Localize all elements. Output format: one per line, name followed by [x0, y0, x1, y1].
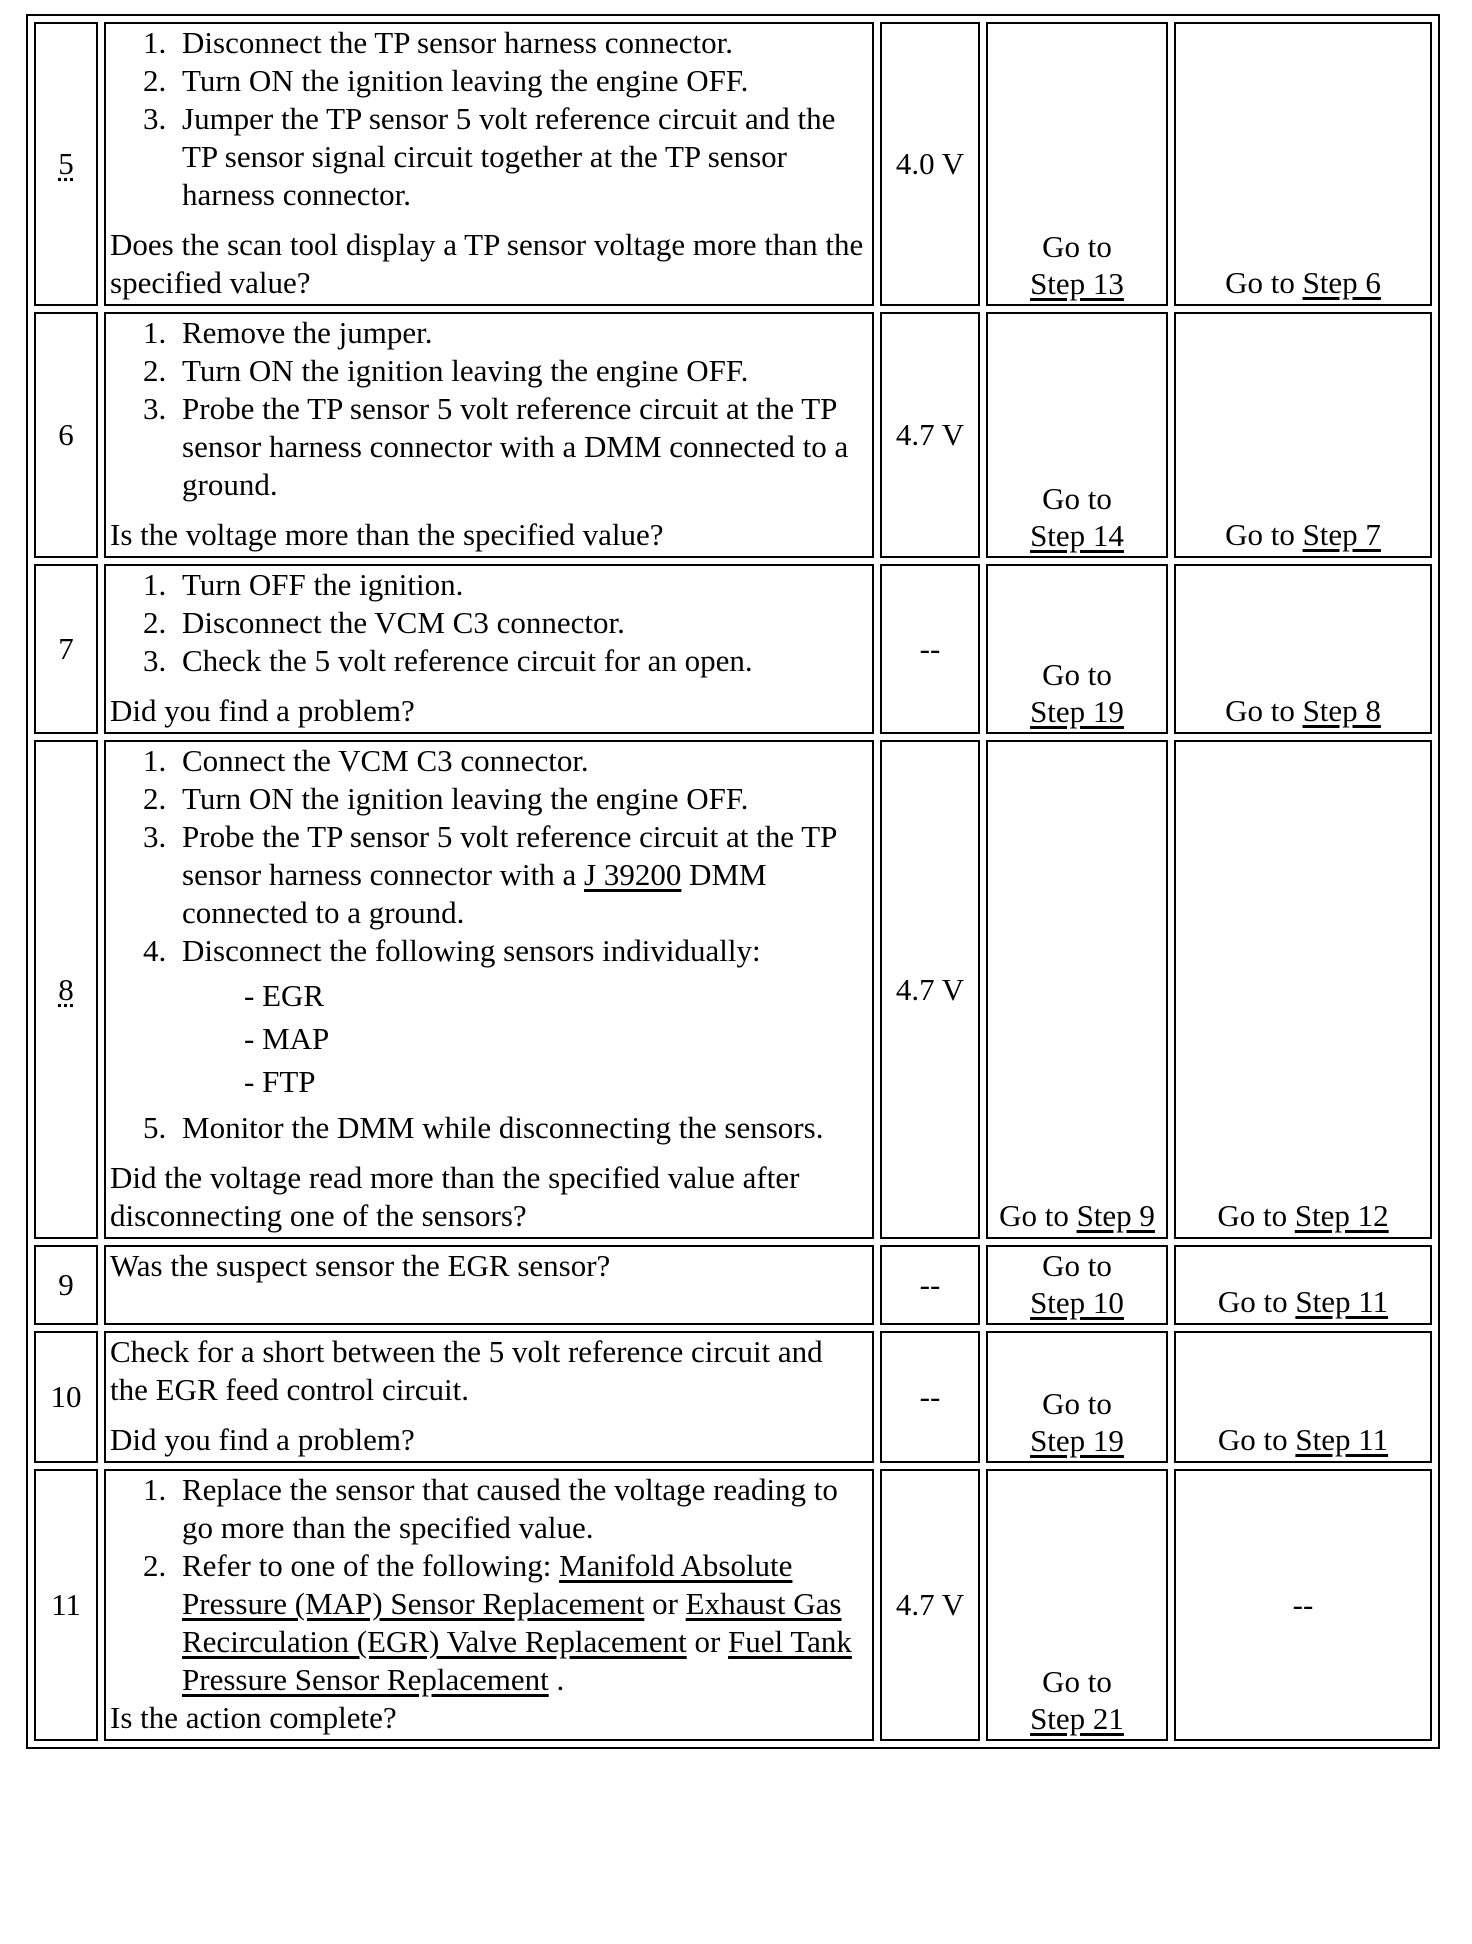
list-item: 1. Replace the sensor that caused the voltage reading to go more than the specified value.: [174, 1471, 868, 1547]
goto-step-link[interactable]: Step 10: [1030, 1285, 1124, 1320]
step-question: Does the scan tool display a TP sensor voltage more than the specified value?: [110, 227, 864, 300]
specified-value: 4.7 V: [880, 1469, 980, 1741]
step-instruction: Check for a short between the 5 volt reference circuit and the EGR feed control circuit.: [110, 1334, 823, 1407]
no-cell: Go to Step 6: [1174, 22, 1432, 306]
goto-step-link[interactable]: Step 9: [1076, 1198, 1155, 1233]
step-number: 7: [34, 564, 98, 734]
reference-link-egr-valve[interactable]: Exhaust Gas Recirculation (EGR) Valve Replacement: [182, 1586, 842, 1659]
reference-link-fuel-tank-sensor[interactable]: Fuel Tank Pressure Sensor Replacement: [182, 1624, 852, 1697]
list-item: 2. Disconnect the VCM C3 connector.: [174, 604, 868, 642]
specified-value: --: [880, 1245, 980, 1325]
table-row: [34, 1469, 1432, 1741]
action-steps-list: [110, 24, 868, 214]
action-cell: [104, 740, 874, 1239]
list-item: 3. Probe the TP sensor 5 volt reference circuit at the TP sensor harness connector with a J 39200 DMM connected to a ground.: [174, 818, 868, 932]
goto-step-link[interactable]: Step 19: [1030, 694, 1124, 729]
step-number: 11: [34, 1469, 98, 1741]
yes-cell: Go to Step 21: [986, 1469, 1168, 1741]
action-cell: [104, 22, 874, 306]
table-row: [34, 22, 1432, 306]
step-question: Is the action complete?: [110, 1700, 397, 1735]
no-cell: Go to Step 7: [1174, 312, 1432, 558]
step-question: Is the voltage more than the specified value?: [110, 517, 664, 552]
action-cell: [104, 1469, 874, 1741]
goto-step-link[interactable]: Step 6: [1302, 265, 1381, 300]
action-steps-list: [110, 314, 868, 504]
yes-cell: Go to Step 19: [986, 1331, 1168, 1463]
step-number: 8: [34, 740, 98, 1239]
goto-step-link[interactable]: Step 8: [1302, 693, 1381, 728]
yes-cell: Go to Step 9: [986, 740, 1168, 1239]
diagnostic-table-page: [26, 14, 1440, 1749]
action-cell: [104, 564, 874, 734]
list-item: 3. Jumper the TP sensor 5 volt reference circuit and the TP sensor signal circuit together at the TP sensor harness connector.: [174, 100, 868, 214]
list-item: 4. Disconnect the following sensors individually: - EGR - MAP - FTP: [174, 932, 868, 1103]
step-question: Did you find a problem?: [110, 1422, 415, 1457]
list-item: 2. Refer to one of the following: Manifold Absolute Pressure (MAP) Sensor Replacement or Exhaust Gas Recirculation (EGR) Valve Replacement or Fuel Tank Pressure Sensor Replacement .: [174, 1547, 868, 1699]
diagnostic-steps-table: [28, 16, 1438, 1747]
goto-step-link[interactable]: Step 14: [1030, 518, 1124, 553]
no-cell: Go to Step 11: [1174, 1331, 1432, 1463]
table-row: [34, 312, 1432, 558]
step-question: Did you find a problem?: [110, 693, 415, 728]
list-item: - EGR: [244, 978, 325, 1013]
step-question: Was the suspect sensor the EGR sensor?: [110, 1248, 611, 1283]
action-steps-list: [110, 1471, 868, 1699]
specified-value: 4.7 V: [880, 312, 980, 558]
action-steps-list: [110, 742, 868, 1147]
table-row: [34, 564, 1432, 734]
no-cell: --: [1174, 1469, 1432, 1741]
no-cell: Go to Step 11: [1174, 1245, 1432, 1325]
step-question: Did the voltage read more than the specified value after disconnecting one of the sensors?: [110, 1160, 800, 1233]
goto-step-link[interactable]: Step 13: [1030, 266, 1124, 301]
yes-cell: Go to Step 14: [986, 312, 1168, 558]
action-cell: [104, 1245, 874, 1325]
list-item: 1. Disconnect the TP sensor harness connector.: [174, 24, 868, 62]
list-item: 1. Connect the VCM C3 connector.: [174, 742, 868, 780]
goto-step-link[interactable]: Step 19: [1030, 1423, 1124, 1458]
list-item: 5. Monitor the DMM while disconnecting the sensors.: [174, 1109, 868, 1147]
sensor-list: [182, 974, 868, 1103]
table-row: [34, 1245, 1432, 1325]
yes-cell: Go to Step 13: [986, 22, 1168, 306]
list-item: - FTP: [244, 1064, 316, 1099]
step-number: 9: [34, 1245, 98, 1325]
list-item: 2. Turn ON the ignition leaving the engine OFF.: [174, 780, 868, 818]
specified-value: 4.0 V: [880, 22, 980, 306]
goto-step-link[interactable]: Step 11: [1295, 1422, 1389, 1457]
list-item: 1. Remove the jumper.: [174, 314, 868, 352]
goto-step-link[interactable]: Step 7: [1302, 517, 1381, 552]
action-cell: [104, 312, 874, 558]
action-cell: [104, 1331, 874, 1463]
action-steps-list: [110, 566, 868, 680]
goto-step-link[interactable]: Step 21: [1030, 1701, 1124, 1736]
list-item: 2. Turn ON the ignition leaving the engine OFF.: [174, 62, 868, 100]
reference-link-map-sensor[interactable]: Manifold Absolute Pressure (MAP) Sensor Replacement: [182, 1548, 793, 1621]
step-number: 10: [34, 1331, 98, 1463]
table-row: [34, 1331, 1432, 1463]
specified-value: --: [880, 1331, 980, 1463]
table-row: [34, 740, 1432, 1239]
goto-step-link[interactable]: Step 12: [1294, 1198, 1389, 1233]
yes-cell: Go to Step 19: [986, 564, 1168, 734]
no-cell: Go to Step 12: [1174, 740, 1432, 1239]
list-item: - MAP: [244, 1021, 330, 1056]
step-number: 6: [34, 312, 98, 558]
goto-step-link[interactable]: Step 11: [1295, 1284, 1389, 1319]
yes-cell: Go to Step 10: [986, 1245, 1168, 1325]
tool-link[interactable]: J 39200: [584, 857, 682, 892]
step-number: 5: [34, 22, 98, 306]
specified-value: 4.7 V: [880, 740, 980, 1239]
specified-value: --: [880, 564, 980, 734]
no-cell: Go to Step 8: [1174, 564, 1432, 734]
list-item: 1. Turn OFF the ignition.: [174, 566, 868, 604]
list-item: 3. Check the 5 volt reference circuit for an open.: [174, 642, 868, 680]
list-item: 2. Turn ON the ignition leaving the engine OFF.: [174, 352, 868, 390]
list-item: 3. Probe the TP sensor 5 volt reference circuit at the TP sensor harness connector with a DMM connected to a ground.: [174, 390, 868, 504]
